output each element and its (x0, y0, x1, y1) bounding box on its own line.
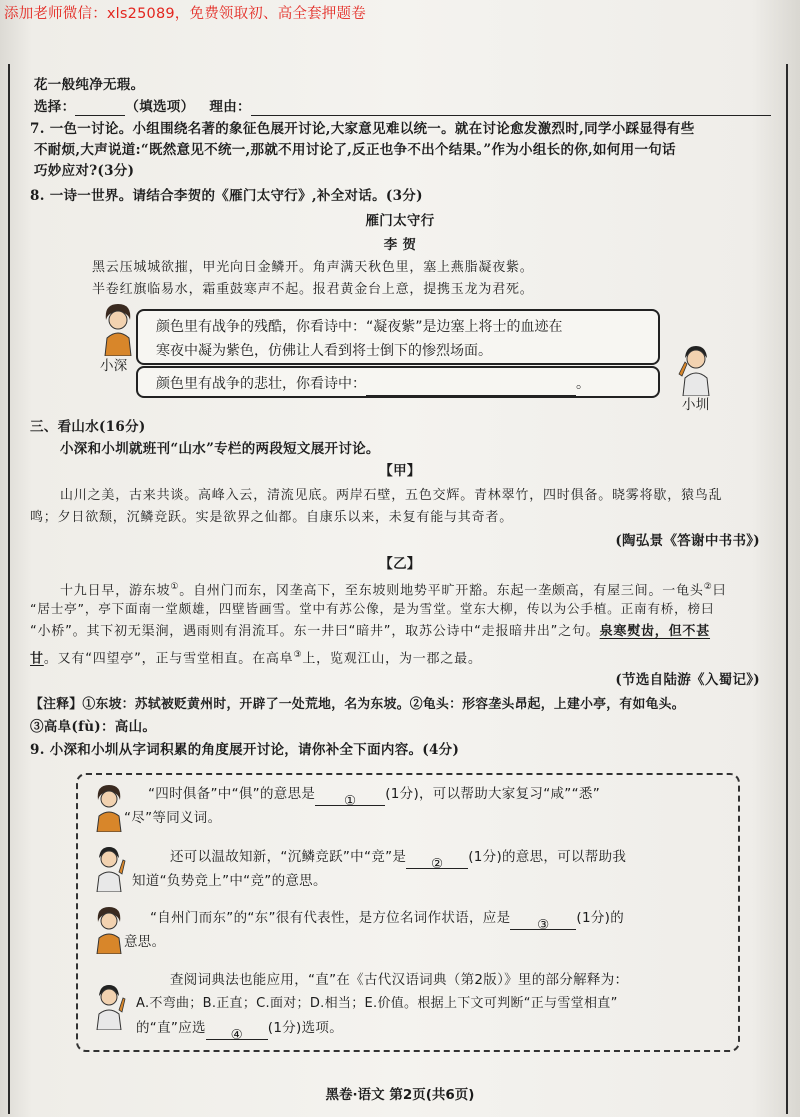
blank-4-number: ④ (230, 1027, 243, 1043)
section3-intro: 小深和小圳就班刊“山水”专栏的两段短文展开讨论。 (60, 441, 380, 457)
bubble-2 (136, 366, 660, 398)
dialogue2-line1 (170, 845, 627, 872)
jia-line1-text: 山川之美，古来共谈。高峰入云，清流见底。两岸石壁，五色交辉。青林翠竹，四时俱备。晓雾将歇，猿鸟乱 (60, 488, 723, 503)
answer-blank-4[interactable] (206, 1023, 268, 1043)
reason-label: 理由： (209, 99, 251, 115)
yi-underlined-1: 泉寒熨齿，但不甚 (599, 624, 711, 639)
dialogue4-d: (1分)选项。 (267, 1020, 344, 1036)
dialogue1-figure (92, 782, 126, 832)
yi-line4 (30, 646, 482, 668)
speaker-left: 小深 (100, 358, 128, 374)
bubble1-line2: 寒夜中凝为紫色，仿佛让人看到将士倒下的惨烈场面。 (156, 343, 492, 359)
q6-line: 花一般纯净无瑕。 (34, 77, 145, 93)
bubble2-suffix: 。 (576, 376, 590, 392)
dialogue4-line3 (136, 1016, 344, 1043)
yi-underlined-2: 甘 (30, 651, 44, 667)
yi-line4-a: 。又有“四望亭”，正与雪堂相直。在高阜 (43, 651, 294, 667)
answer-blank-2[interactable] (406, 852, 468, 872)
bubble1-line1: 颜色里有战争的残酷，你看诗中：“凝夜紫”是边塞上将士的血迹在 (156, 319, 563, 335)
q7-line3: 巧妙应对?(3分) (34, 163, 135, 179)
select-hint: （填选项） (125, 99, 195, 115)
jia-label: 【甲】 (379, 463, 421, 479)
dialogue1-line1 (148, 782, 600, 809)
dialogue2-a: 还可以温故知新，“沉鳞竞跃”中“竞”是 (170, 849, 407, 865)
select-blank[interactable] (75, 99, 125, 116)
yi-line1-c: 曰 (712, 583, 727, 599)
q9-stem: 9. 小深和小圳从字词积累的角度展开讨论，请你补全下面内容。(4分) (30, 742, 460, 758)
dialogue4-line2: A.不弯曲；B.正直；C.面对；D.相当；E.价值。根据上下文可判断“正与雪堂相直” (136, 996, 618, 1011)
yi-line1 (60, 578, 726, 600)
yi-line2: “居士亭”，亭下面南一堂颇雄，四壁皆画雪。堂中有苏公像，是为雪堂。堂东大柳，传以为公手植。正南有桥，榜曰 (30, 601, 715, 616)
q7-line1: 7. 一色一讨论。小组围绕名著的象征色展开讨论,大家意见难以统一。就在讨论愈发激烈时,同学小踩显得有些 (30, 121, 695, 137)
dialogue2-b: (1分)的意思，可以帮助我 (468, 849, 627, 865)
q6-select-row (34, 98, 771, 116)
jia-line2: 鸣；夕日欲颓，沉鳞竞跃。实是欲界之仙都。自康乐以来，未复有能与其奇者。 (30, 510, 514, 525)
dialogue3-line2: 意思。 (124, 934, 166, 950)
note-ref-1: ① (170, 582, 180, 592)
dialogue3-a: “自州门而东”的“东”很有代表性，是方位名词作状语，应是 (150, 910, 511, 926)
dialogue3-b: (1分)的 (576, 910, 624, 926)
dialogue1-line2: “尽”等同义词。 (124, 810, 222, 826)
q7-line2: 不耐烦,大声说道:“既然意见不统一,那就不用讨论了,反正也争不出个结果。”作为小组长的你,如何用一句话 (34, 142, 676, 158)
yi-label: 【乙】 (379, 556, 421, 572)
dialogue2-figure (92, 842, 126, 892)
jia-source: (陶弘景《答谢中书书》) (615, 533, 760, 549)
xiaoshen-figure (98, 300, 138, 356)
poem-answer-blank[interactable] (366, 379, 576, 396)
dialogue3-line1 (150, 906, 624, 933)
blank-2-number: ② (430, 856, 444, 872)
yi-line1-b: 。自州门而东，冈垄高下，至东坡则地势平旷开豁。东起一垄颇高，有屋三间。一龟头 (179, 583, 704, 599)
blank-3-number: ③ (537, 917, 550, 933)
poem-line1: 黑云压城城欲摧，甲光向日金鳞开。角声满天秋色里，塞上燕脂凝夜紫。 (92, 260, 534, 275)
dialogue4-figure (92, 980, 126, 1030)
dialogue1-a: “四时俱备”中“俱”的意思是 (148, 786, 316, 802)
bubble-1 (136, 309, 660, 365)
xiaozhen-figure (676, 340, 716, 396)
dialogue4-c: 的“直”应选 (136, 1020, 206, 1036)
dialogue3-figure (92, 904, 126, 954)
poem-title: 雁门太守行 (365, 213, 435, 229)
note-ref-2: ② (703, 582, 713, 592)
watermark-text: 添加老师微信：xls25089，免费领取初、高全套押题卷 (4, 6, 366, 22)
answer-blank-3[interactable] (510, 913, 576, 933)
notes-line1: 【注释】①东坡：苏轼被贬黄州时，开辟了一处荒地，名为东坡。②龟头：形容垄头昂起，上建小亭，有如龟头。 (30, 697, 685, 712)
notes-line2: ③高阜(fù)：高山。 (30, 719, 157, 735)
right-margin-line (786, 64, 800, 1114)
q8-stem: 8. 一诗一世界。请结合李贺的《雁门太守行》,补全对话。(3分) (30, 188, 423, 204)
dialogue2-line2: 知道“负势竞上”中“竞”的意思。 (132, 873, 327, 889)
answer-blank-1[interactable] (315, 789, 385, 809)
page-footer: 黑卷·语文 第2页(共6页) (325, 1087, 475, 1103)
yi-line3-text: “小桥”。其下初无渠涧，遇雨则有涓流耳。东一井曰“暗井”，取苏公诗中“走报暗井出”之句。 (30, 624, 600, 639)
left-margin-line (8, 64, 10, 1114)
jia-line1 (60, 487, 722, 505)
speaker-right: 小圳 (682, 397, 710, 413)
poem-author: 李 贺 (383, 237, 417, 253)
poem-line2: 半卷红旗临易水，霜重鼓寒声不起。报君黄金台上意，提携玉龙为君死。 (92, 282, 534, 297)
yi-line1-a: 十九日早，游东坡 (60, 583, 171, 599)
yi-source: (节选自陆游《入蜀记》) (615, 672, 760, 688)
yi-line4-b: 上，览观江山，为一郡之最。 (302, 651, 482, 667)
select-label: 选择： (34, 99, 76, 115)
section3-heading: 三、看山水(16分) (30, 419, 146, 435)
reason-blank[interactable] (251, 99, 771, 116)
note-ref-3: ③ (293, 650, 303, 660)
blank-1-number: ① (343, 793, 357, 809)
bubble2-prefix: 颜色里有战争的悲壮，你看诗中： (156, 376, 366, 392)
yi-line3 (30, 623, 710, 641)
dialogue4-line1: 查阅词典法也能应用，“直”在《古代汉语词典（第2版）》里的部分解释为： (170, 972, 629, 988)
dialogue1-b: (1分)，可以帮助大家复习“咸”“悉” (385, 786, 600, 802)
